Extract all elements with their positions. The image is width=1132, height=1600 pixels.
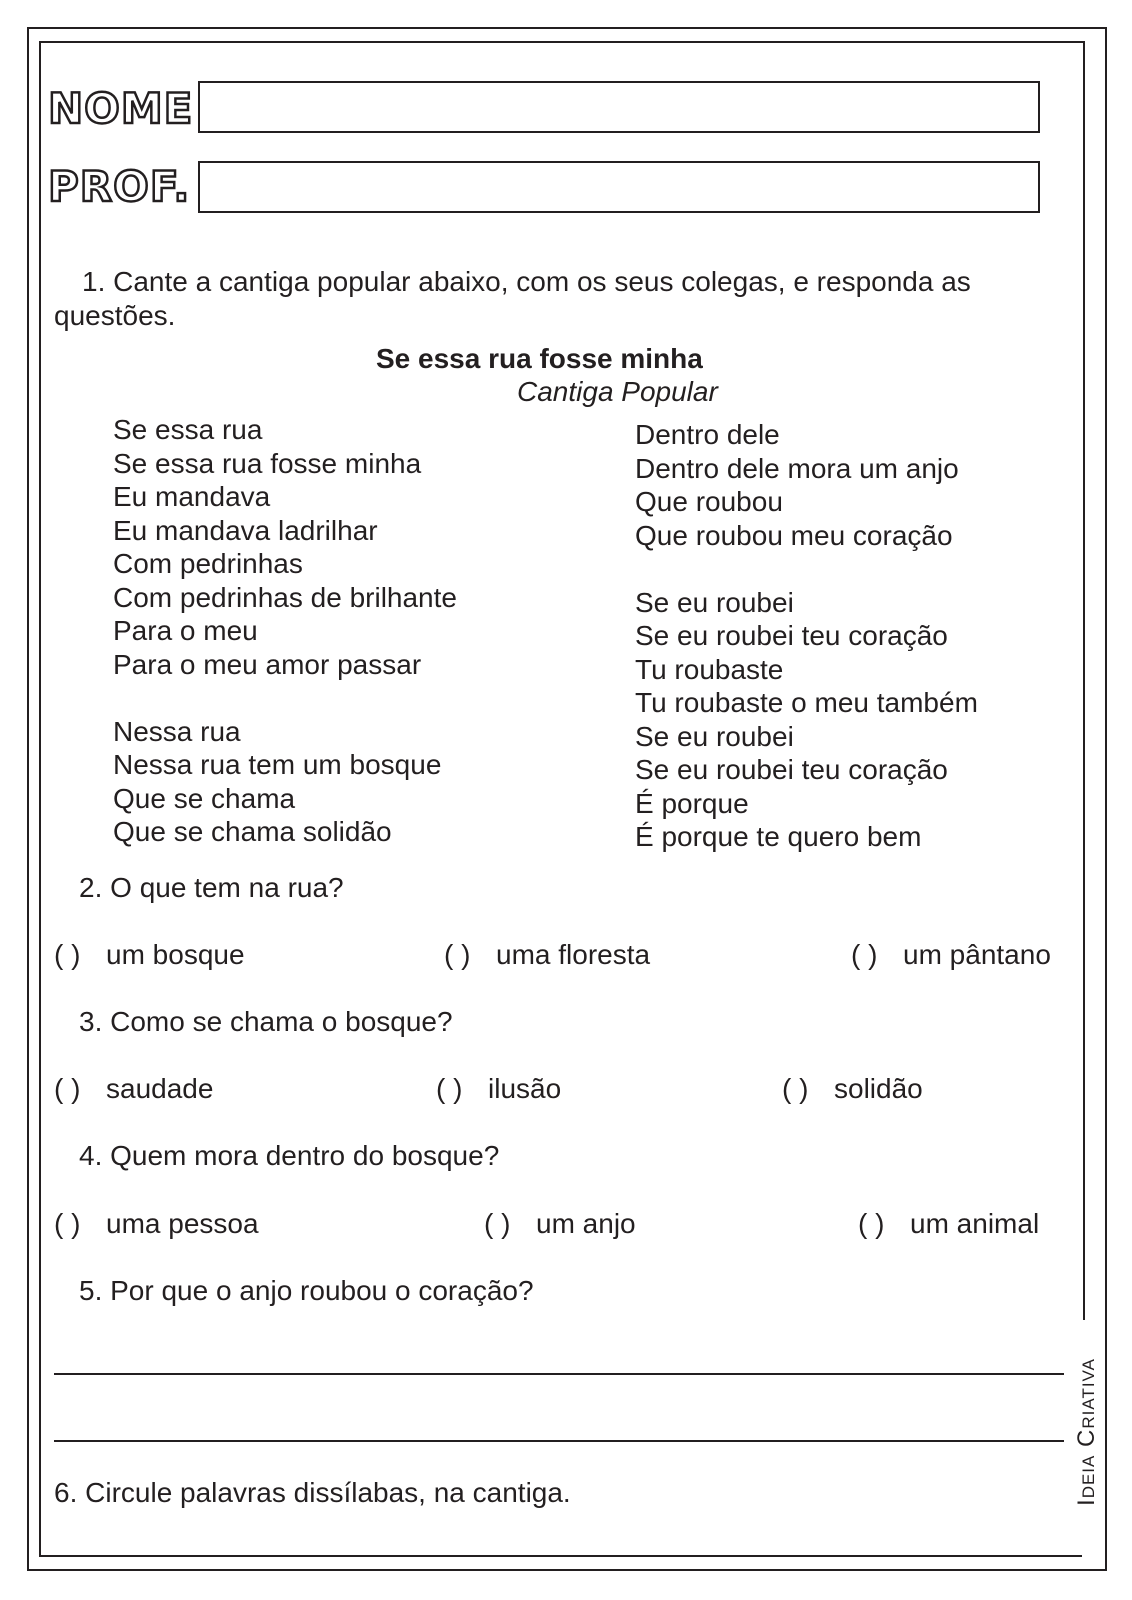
option-label: uma pessoa: [106, 1208, 259, 1239]
verse-line: Se essa rua fosse minha: [113, 447, 422, 479]
verse-line: Se essa rua: [113, 414, 263, 445]
verse-line: Com pedrinhas de brilhante: [113, 581, 457, 613]
checkbox-parens[interactable]: ( ): [54, 1208, 81, 1239]
verse-line: Tu roubaste: [635, 653, 784, 685]
option-q2-2[interactable]: [444, 938, 650, 972]
verse-line: Para o meu amor passar: [113, 648, 422, 680]
question-4: 4. Quem mora dentro do bosque?: [79, 1140, 500, 1171]
verse-line: Nessa rua: [113, 715, 241, 747]
option-q4-2[interactable]: [484, 1207, 636, 1241]
verse-line: Que se chama solidão: [113, 816, 392, 847]
question-6: 6. Circule palavras dissílabas, na cantiga.: [54, 1477, 571, 1508]
verse-line: Nessa rua tem um bosque: [113, 749, 442, 780]
verse-line: É porque: [635, 787, 749, 819]
option-label: um pântano: [903, 939, 1051, 970]
option-label: um bosque: [106, 939, 245, 970]
verse-line: Para o meu: [113, 615, 258, 646]
question-5: 5. Por que o anjo roubou o coração?: [79, 1275, 534, 1306]
answer-line-1[interactable]: [54, 1373, 1064, 1375]
checkbox-parens[interactable]: ( ): [54, 1073, 81, 1104]
option-q3-2[interactable]: [436, 1072, 561, 1106]
verse-line: Que se chama: [113, 782, 296, 814]
checkbox-parens[interactable]: ( ): [444, 939, 471, 970]
option-label: uma floresta: [496, 939, 651, 970]
brand-label: Ideia Criativa: [1073, 1358, 1100, 1506]
checkbox-parens[interactable]: ( ): [858, 1208, 885, 1239]
verse-line: Que roubou: [635, 486, 783, 517]
name-field[interactable]: [198, 81, 1040, 133]
prof-field[interactable]: [198, 161, 1040, 213]
verse-line: É porque te quero bem: [635, 821, 922, 852]
verse-line: Eu mandava: [113, 481, 271, 512]
option-q4-3[interactable]: [858, 1207, 1039, 1241]
checkbox-parens[interactable]: ( ): [54, 939, 81, 970]
verse-line: Se eu roubei: [635, 720, 794, 752]
checkbox-parens[interactable]: ( ): [851, 939, 878, 970]
option-q3-1[interactable]: [54, 1072, 213, 1106]
name-label: NOME: [48, 84, 194, 133]
option-label: saudade: [106, 1073, 214, 1104]
checkbox-parens[interactable]: ( ): [782, 1073, 809, 1104]
song-title: Se essa rua fosse minha: [376, 343, 703, 374]
verse-line: Com pedrinhas: [113, 548, 303, 579]
question-1-text: Cante a cantiga popular abaixo, com os seus colegas, e responda as questões.: [54, 266, 971, 331]
option-q2-3[interactable]: [851, 938, 1051, 972]
question-2: 2. O que tem na rua?: [79, 872, 344, 903]
option-q2-1[interactable]: [54, 938, 245, 972]
song-right-column: [635, 418, 978, 854]
stanza-gap: [635, 552, 978, 586]
option-label: solidão: [834, 1073, 923, 1104]
verse-line: Se eu roubei: [635, 586, 794, 618]
song-left-column: [113, 413, 457, 849]
option-q4-1[interactable]: [54, 1207, 259, 1241]
verse-line: Se eu roubei teu coração: [635, 620, 948, 651]
verse-line: Que roubou meu coração: [635, 519, 953, 551]
prof-label: PROF.: [48, 162, 191, 211]
verse-line: Eu mandava ladrilhar: [113, 514, 378, 546]
verse-line: Dentro dele: [635, 419, 780, 450]
option-label: um anjo: [536, 1208, 636, 1239]
option-label: um animal: [910, 1208, 1040, 1239]
checkbox-parens[interactable]: ( ): [484, 1208, 511, 1239]
stanza-gap: [113, 681, 457, 715]
verse-line: Se eu roubei teu coração: [635, 754, 948, 785]
answer-line-2[interactable]: [54, 1440, 1064, 1442]
option-label: ilusão: [488, 1073, 562, 1104]
song-author: Cantiga Popular: [517, 376, 718, 407]
verse-line: Tu roubaste o meu também: [635, 687, 978, 718]
question-1-number: 1.: [82, 266, 106, 297]
question-3: 3. Como se chama o bosque?: [79, 1006, 453, 1037]
verse-line: Dentro dele mora um anjo: [635, 452, 959, 484]
question-1: [54, 265, 1064, 333]
checkbox-parens[interactable]: ( ): [436, 1073, 463, 1104]
option-q3-3[interactable]: [782, 1072, 923, 1106]
